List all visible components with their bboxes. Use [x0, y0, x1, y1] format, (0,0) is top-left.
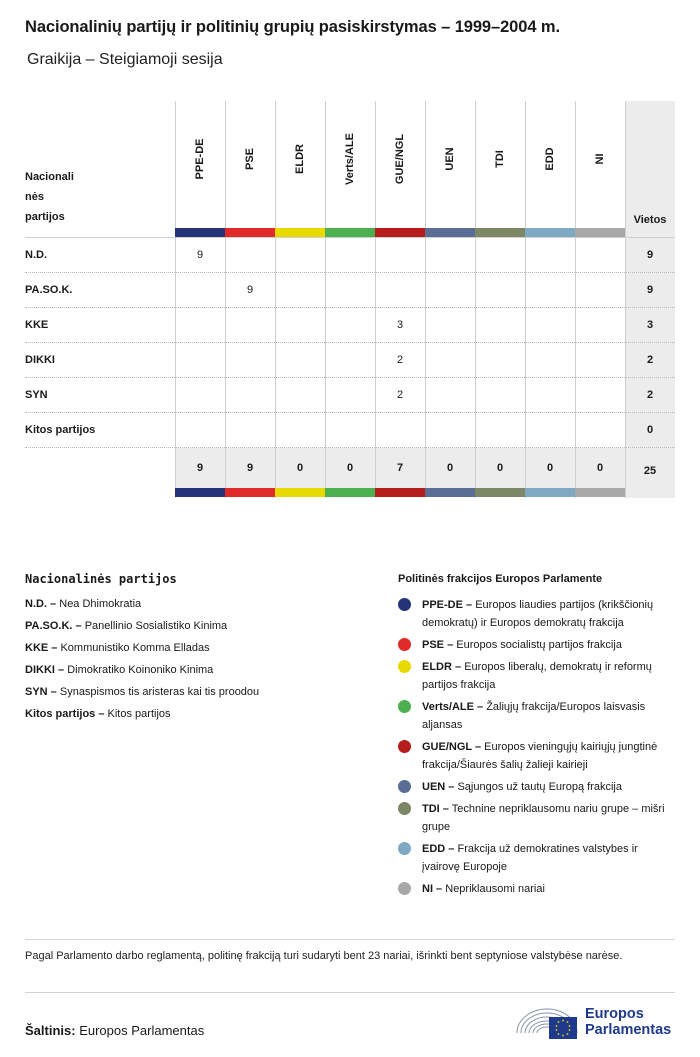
political-group-abbr: Verts/ALE – [422, 701, 484, 713]
group-header [575, 101, 625, 211]
group-color-dot-icon [398, 802, 411, 815]
total-cell: 0 [496, 462, 504, 474]
group-header [275, 101, 325, 211]
row-divider [25, 307, 675, 308]
group-header-label: NI [594, 153, 606, 165]
group-header-label: EDD [544, 147, 556, 171]
national-party-abbr: N.D. – [25, 598, 57, 610]
corner-label-line: Nacionali [25, 171, 74, 183]
group-header-label: Verts/ALE [344, 133, 356, 185]
seats-column-bg [625, 101, 675, 498]
group-color-bar-top [425, 228, 475, 237]
group-header [475, 101, 525, 211]
group-color-bar-top [525, 228, 575, 237]
group-color-bar-top [575, 228, 625, 237]
political-group-abbr: UEN – [422, 781, 455, 793]
seats-cell: 9 [646, 284, 654, 296]
column-divider [625, 101, 626, 498]
political-group-name: Technine nepriklausomu nariu grupe – mišri grupe [422, 803, 665, 833]
group-color-bar-bottom [525, 488, 575, 497]
political-group-abbr: PPE-DE – [422, 599, 473, 611]
table-cell: 2 [396, 389, 404, 401]
national-party-item [25, 686, 259, 698]
logo-text [585, 1006, 671, 1038]
page-subtitle: Graikija – Steigiamoji sesija [27, 51, 223, 68]
total-cell: 9 [246, 462, 254, 474]
national-party-name: Panellinio Sosialistiko Kinima [84, 620, 228, 632]
group-color-dot-icon [398, 780, 411, 793]
group-header [425, 101, 475, 211]
group-color-bar-bottom [475, 488, 525, 497]
political-group-name: Nepriklausomi nariai [445, 883, 545, 895]
group-color-bar-top [225, 228, 275, 237]
political-group-abbr: ELDR – [422, 661, 462, 673]
source-label: Šaltinis: [25, 1023, 76, 1038]
group-header-label: PPE-DE [194, 138, 206, 180]
group-color-dot-icon [398, 740, 411, 753]
political-group-abbr: NI – [422, 883, 443, 895]
total-cell: 0 [346, 462, 354, 474]
group-color-bar-top [275, 228, 325, 237]
seats-cell: 2 [646, 354, 654, 366]
row-divider [25, 447, 675, 448]
total-cell: 0 [446, 462, 454, 474]
row-divider [25, 342, 675, 343]
group-color-dot-icon [398, 638, 411, 651]
logo-line: Parlamentas [585, 1022, 672, 1038]
group-header-label: TDI [494, 150, 506, 168]
national-party-abbr: Kitos partijos – [25, 708, 105, 720]
group-header-label: GUE/NGL [394, 133, 406, 185]
group-color-bar-top [375, 228, 425, 237]
national-party-abbr: KKE – [25, 642, 58, 654]
group-color-bar-bottom [175, 488, 225, 497]
political-group-text [422, 738, 678, 774]
seats-cell: 0 [646, 424, 654, 436]
political-group-text [422, 596, 678, 632]
table-cell: 9 [196, 249, 204, 261]
group-color-dot-icon [398, 882, 411, 895]
national-parties-header [25, 167, 74, 227]
group-color-bar-bottom [225, 488, 275, 497]
group-header [225, 101, 275, 211]
divider [25, 992, 675, 993]
political-group-text [422, 698, 678, 734]
political-group-name: Europos liaudies partijos (krikščionių demokratų) ir Europos demokratų frakcija [422, 599, 654, 629]
group-header-label: ELDR [294, 144, 306, 174]
total-cell: 9 [196, 462, 204, 474]
seats-cell: 3 [646, 319, 654, 331]
political-group-name: Europos liberalų, demokratų ir reformų partijos frakcija [422, 661, 652, 691]
group-header-label: UEN [444, 147, 456, 171]
footnote: Pagal Parlamento darbo reglamentą, politinę frakciją turi sudaryti bent 23 nariai, išrinkti bent septyniose valstybėse narėse. [25, 950, 623, 962]
political-group-name: Europos vieningųjų kairiųjų jungtinė frakcija/Šiaurės šalių žalieji kairieji [422, 741, 658, 771]
group-header [525, 101, 575, 211]
table-row-label: Kitos partijos [25, 424, 96, 436]
group-color-bar-bottom [275, 488, 325, 497]
national-party-name: Synaspismos tis aristeras kai tis proodou [59, 686, 260, 698]
political-group-abbr: EDD – [422, 843, 455, 855]
national-party-name: Kommunistiko Komma Elladas [60, 642, 210, 654]
political-group-name: Frakcija už demokratines valstybes ir įvairovę Europoje [422, 843, 638, 873]
national-party-abbr: SYN – [25, 686, 57, 698]
group-header [375, 101, 425, 211]
national-party-item [25, 620, 227, 632]
political-group-abbr: GUE/NGL – [422, 741, 482, 753]
group-color-dot-icon [398, 660, 411, 673]
corner-label-line: partijos [25, 211, 65, 223]
table-row-label: SYN [25, 389, 48, 401]
table-row-label: PA.SO.K. [25, 284, 73, 296]
group-color-bar-bottom [575, 488, 625, 497]
political-group-text [422, 880, 678, 898]
total-cell: 7 [396, 462, 404, 474]
seats-cell: 9 [646, 249, 654, 261]
group-color-bar-bottom [425, 488, 475, 497]
political-group-text [422, 778, 678, 796]
table-row-label: DIKKI [25, 354, 55, 366]
seats-header: Vietos [633, 214, 667, 226]
total-cell: 0 [546, 462, 554, 474]
group-color-bar-bottom [325, 488, 375, 497]
corner-label-line: nės [25, 191, 44, 203]
table-row-label: KKE [25, 319, 49, 331]
political-group-text [422, 840, 678, 876]
logo-line: Europos [585, 1006, 644, 1022]
political-groups-legend-title: Politinės frakcijos Europos Parlamente [398, 573, 603, 585]
national-parties-legend-title: Nacionalinės partijos [25, 572, 177, 586]
source-line [25, 1023, 204, 1038]
group-color-bar-top [475, 228, 525, 237]
national-party-name: Dimokratiko Koinoniko Kinima [67, 664, 214, 676]
total-cell: 0 [596, 462, 604, 474]
group-color-bar-bottom [375, 488, 425, 497]
table-cell: 9 [246, 284, 254, 296]
national-party-abbr: PA.SO.K. – [25, 620, 82, 632]
national-party-item [25, 664, 213, 676]
group-color-bar-top [325, 228, 375, 237]
political-group-text [422, 658, 678, 694]
group-header [175, 101, 225, 211]
hemicycle-flag-icon [515, 1003, 579, 1043]
political-group-name: Žaliųjų frakcija/Europos laisvasis aljansas [422, 701, 646, 731]
political-group-name: Sąjungos už tautų Europą frakcija [457, 781, 622, 793]
national-party-item [25, 598, 141, 610]
page-title: Nacionalinių partijų ir politinių grupių pasiskirstymas – 1999–2004 m. [25, 18, 560, 36]
group-color-dot-icon [398, 700, 411, 713]
total-seats-cell: 25 [643, 465, 657, 477]
political-group-text [422, 800, 678, 836]
row-divider [25, 272, 675, 273]
political-group-text [422, 636, 678, 654]
table-cell: 3 [396, 319, 404, 331]
row-divider [25, 377, 675, 378]
political-group-name: Europos socialistų partijos frakcija [456, 639, 622, 651]
total-cell: 0 [296, 462, 304, 474]
national-party-item [25, 642, 210, 654]
table-row-label: N.D. [25, 249, 47, 261]
table-cell: 2 [396, 354, 404, 366]
seats-cell: 2 [646, 389, 654, 401]
national-party-name: Kitos partijos [107, 708, 171, 720]
national-party-name: Nea Dhimokratia [59, 598, 142, 610]
row-divider [25, 412, 675, 413]
group-color-dot-icon [398, 842, 411, 855]
group-header-label: PSE [244, 147, 256, 171]
divider [25, 939, 675, 940]
source-value: Europos Parlamentas [79, 1023, 205, 1038]
header-divider [25, 237, 675, 238]
distribution-table [25, 101, 675, 498]
group-color-bar-top [175, 228, 225, 237]
group-color-dot-icon [398, 598, 411, 611]
national-party-item [25, 708, 171, 720]
ep-logo [515, 1003, 680, 1043]
group-header [325, 101, 375, 211]
national-party-abbr: DIKKI – [25, 664, 65, 676]
political-group-abbr: PSE – [422, 639, 454, 651]
political-group-abbr: TDI – [422, 803, 449, 815]
